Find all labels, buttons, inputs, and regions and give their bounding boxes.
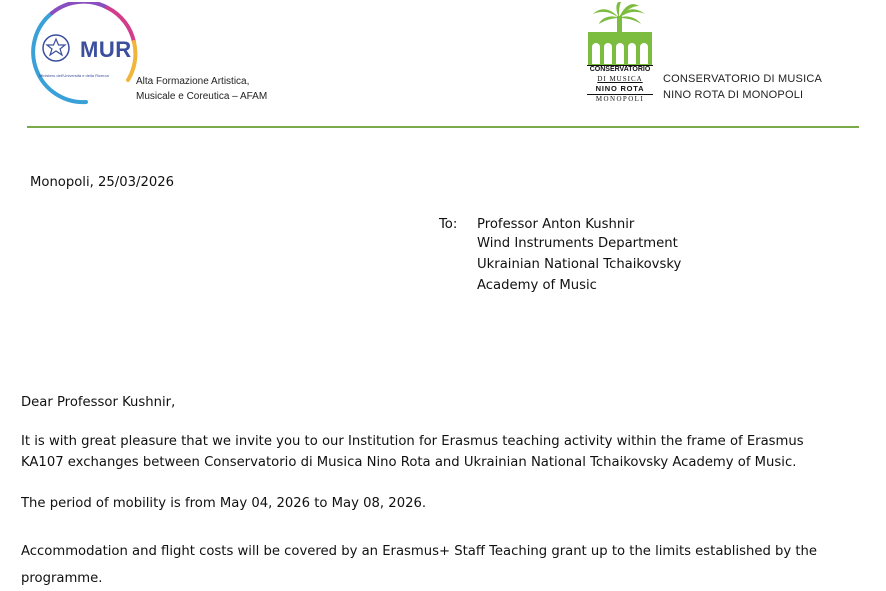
logo-text-nino-rota: NINO ROTA [595, 84, 645, 93]
paragraph-costs-line-2: programme. [21, 571, 103, 586]
salutation: Dear Professor Kushnir, [21, 395, 176, 410]
recipient-line: Ukrainian National Tchaikovsky [477, 257, 682, 272]
to-label: To: [439, 217, 458, 232]
recipient-line: Academy of Music [477, 278, 597, 293]
italian-emblem-icon [43, 35, 69, 61]
conservatorio-name-line-1: CONSERVATORIO DI MUSICA [663, 73, 823, 85]
logo-text-monopoli: MONOPOLI [587, 94, 653, 103]
paragraph-costs-line-1: Accommodation and flight costs will be covered by an Erasmus+ Staff Teaching grant up to the limits established by the [21, 544, 818, 559]
logo-text-conservatorio: CONSERVATORIO [587, 65, 653, 73]
mur-acronym: MUR [80, 37, 132, 62]
header-divider [27, 126, 859, 128]
logo-text-di-musica: DI MUSICA [597, 75, 643, 83]
conservatorio-name-line-2: NINO ROTA DI MONOPOLI [663, 89, 804, 101]
mur-ministry-name: Ministero dell'Università e della Ricerca [39, 73, 109, 78]
paragraph-invitation-line-2: KA107 exchanges between Conservatorio di Musica Nino Rota and Ukrainian National Tchaikovsky Academy of Music. [21, 455, 797, 470]
paragraph-invitation-line-1: It is with great pleasure that we invite you to our Institution for Erasmus teaching activity within the frame of Erasmus [21, 434, 804, 449]
paragraph-mobility-period: The period of mobility is from May 04, 2026 to May 08, 2026. [21, 496, 427, 511]
recipient-line: Wind Instruments Department [477, 236, 678, 251]
palm-building-icon [587, 2, 653, 66]
afam-line-1: Alta Formazione Artistica, [136, 76, 250, 87]
place-date: Monopoli, 25/03/2026 [30, 175, 175, 190]
recipient-line: Professor Anton Kushnir [477, 217, 635, 232]
afam-line-2: Musicale e Coreutica – AFAM [136, 91, 268, 102]
conservatorio-logo [587, 2, 653, 104]
